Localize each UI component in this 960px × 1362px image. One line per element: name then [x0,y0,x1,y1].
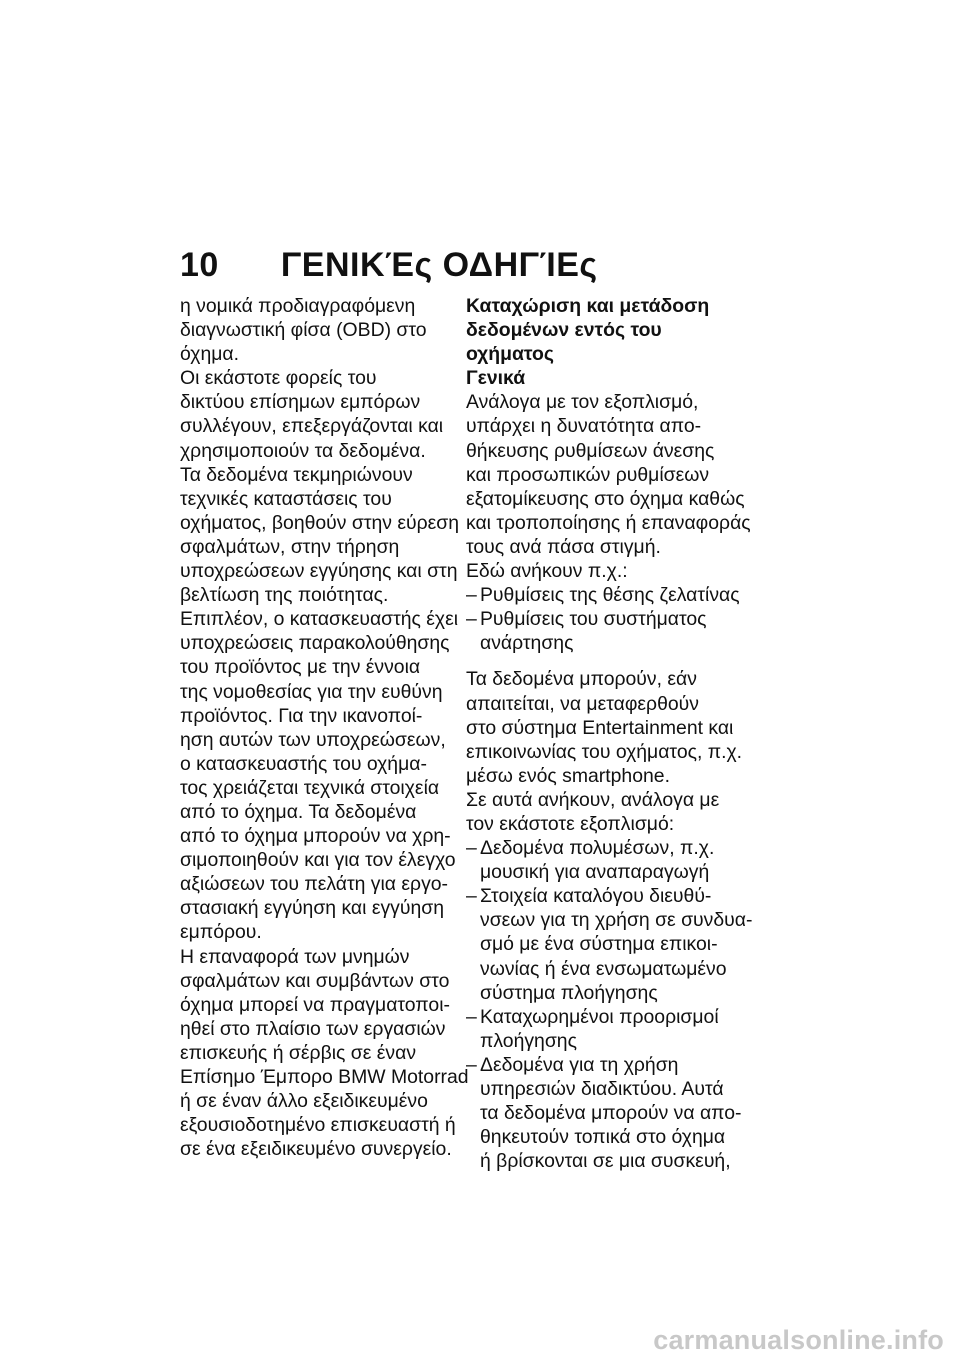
text-line: υποχρεώσεις παρακολούθησης [180,632,450,655]
text-line: εξατομίκευσης στο όχημα καθώς [466,487,745,510]
list-item [466,1053,746,1077]
intro-paragraph [466,390,751,583]
dash-bullet: – [466,584,477,607]
section-subheading: Γενικά [466,367,526,390]
text-line: από το όχημα. Τα δεδομένα [180,800,417,823]
text-line: επικοινωνίας του οχήματος, π.χ. [466,740,743,763]
text-line: αξιώσεων του πελάτη για εργο- [180,873,449,896]
dash-bullet: – [466,1053,477,1076]
list-item [466,981,746,1005]
text-line: και προσωπικών ρυθμίσεων [466,463,710,486]
text-line: απαιτείται, να μεταφερθούν [466,692,699,715]
text-line: στο σύστημα Entertainment και [466,716,734,739]
text-line: Τα δεδομένα μπορούν, εάν [466,668,697,691]
list-item-text: τα δεδομένα μπορούν να απο- [480,1102,742,1125]
heading-line: οχήματος [466,343,554,366]
list-item-text: σύστημα πλοήγησης [480,981,658,1004]
text-line: υπάρχει η δυνατότητα απο- [466,415,702,438]
heading-line: δεδομένων εντός του [466,319,662,342]
text-line: βελτίωση της ποιότητας. [180,584,389,607]
list-item-text: πλοήγησης [480,1029,577,1052]
text-line: Επιπλέον, ο κατασκευαστής έχει [180,608,459,631]
text-line: σφαλμάτων, στην τήρηση [180,535,400,558]
text-line: χρησιμοποιούν τα δεδομένα. [180,439,426,462]
heading-line: Καταχώριση και μετάδοση [466,295,710,317]
dash-bullet [466,981,480,1005]
list-item [466,1029,746,1053]
list-item [466,860,746,884]
settings-list [466,583,746,655]
dash-bullet [466,860,480,884]
data-list [466,836,753,1173]
text-line: Τα δεδομένα τεκμηριώνουν [180,463,413,486]
text-line: μέσω ενός smartphone. [466,764,670,787]
text-line: και τροποποίησης ή επαναφοράς [466,511,751,534]
text-line: σφαλμάτων και συμβάντων στο [180,969,450,992]
list-item-text: Ρυθμίσεις της θέσης ζελατίνας [480,584,740,607]
text-line: ο κατασκευαστής του οχήμα- [180,752,427,775]
dash-bullet [466,1149,480,1173]
dash-bullet: – [466,885,477,908]
list-item-text: Δεδομένα για τη χρήση [480,1053,679,1076]
text-line: εμπόρου. [180,921,262,944]
dash-bullet [466,1101,480,1125]
chapter-title: ΓΕΝΙΚΈς ΟΔΗΓΊΕς [280,246,598,284]
text-line: οχήματος, βοηθούν στην εύρεση [180,511,460,534]
list-item-text: θηκευτούν τοπικά στο όχημα [480,1126,726,1149]
dash-bullet: – [466,837,477,860]
text-line: εξουσιοδοτημένο επισκευαστή ή [180,1114,456,1137]
dash-bullet [466,932,480,956]
text-line: της νομοθεσίας για την ευθύνη [180,680,443,703]
spacer [466,655,746,667]
dash-bullet [466,957,480,981]
text-line: Οι εκάστοτε φορείς του [180,367,377,390]
list-item [466,583,746,607]
entertainment-paragraph [466,667,746,836]
text-line: συλλέγουν, επεξεργάζονται και [180,415,444,438]
list-item [466,1101,746,1125]
list-item-text: νσεων για τη χρήση σε συνδυα- [480,909,753,932]
list-item [466,836,746,860]
list-item-text: Καταχωρημένοι προορισμοί [480,1005,719,1028]
list-item-text: ή βρίσκονται σε μια συσκευή, [480,1150,731,1173]
text-line: τον εκάστοτε εξοπλισμό: [466,812,675,835]
text-line: δικτύου επίσημων εμπόρων [180,391,421,414]
dash-bullet [466,1029,480,1053]
list-item [466,1149,746,1173]
text-line: Η επαναφορά των μνημών [180,945,410,968]
left-column [180,294,469,1161]
list-item [466,1077,746,1101]
list-item [466,631,746,655]
dash-bullet [466,631,480,655]
list-item-text: ανάρτησης [480,632,574,655]
list-item-text: Ρυθμίσεις του συστήματος [480,608,707,631]
list-item-text: σμό με ένα σύστημα επικοι- [480,933,718,956]
text-line: από το όχημα μπορούν να χρη- [180,825,451,848]
text-line: τεχνικές καταστάσεις του [180,487,392,510]
text-line: η νομικά προδιαγραφόμενη [180,295,416,317]
chapter-header [180,246,598,285]
text-line: Επίσημο Έμπορο BMW Motorrad [180,1066,469,1088]
text-line: όχημα. [180,343,239,366]
list-item-text: Στοιχεία καταλόγου διευθύ- [480,885,712,908]
text-line: υποχρεώσεων εγγύησης και στη [180,560,458,583]
list-item-text: Δεδομένα πολυμέσων, π.χ. [480,837,715,860]
dash-bullet: – [466,608,477,631]
list-item [466,1125,746,1149]
dash-bullet [466,1077,480,1101]
list-item [466,908,753,932]
text-line: σε ένα εξειδικευμένο συνεργείο. [180,1138,452,1161]
text-line: ηθεί στο πλαίσιο των εργασιών [180,1017,446,1040]
list-item [466,1005,746,1029]
dash-bullet [466,1125,480,1149]
text-line: διαγνωστική φίσα (OBD) στο [180,319,427,342]
list-item-text: μουσική για αναπαραγωγή [480,861,710,884]
text-line: τους ανά πάσα στιγμή. [466,535,661,558]
text-line: προϊόντος. Για την ικανοποί- [180,704,423,727]
text-line: επισκευής ή σέρβις σε έναν [180,1041,417,1064]
chapter-number: 10 [180,246,219,284]
text-line: Ανάλογα με τον εξοπλισμό, [466,391,699,414]
text-line: ηση αυτών των υποχρεώσεων, [180,728,446,751]
right-column [466,294,753,1173]
text-line: ή σε έναν άλλο εξειδικευμένο [180,1090,428,1113]
list-item-text: νωνίας ή ένα ενσωματωμένο [480,957,727,980]
list-item [466,932,746,956]
dash-bullet [466,908,480,932]
list-item [466,607,746,631]
text-line: Εδώ ανήκουν π.χ.: [466,560,628,583]
text-line: τος χρειάζεται τεχνικά στοιχεία [180,776,440,799]
text-line: θήκευσης ρυθμίσεων άνεσης [466,439,715,462]
text-line: στασιακή εγγύηση και εγγύηση [180,897,445,920]
text-line: του προϊόντος με την έννοια [180,656,421,679]
watermark: carmanualsonline.info [653,1325,944,1355]
text-line: όχημα μπορεί να πραγματοποι- [180,993,450,1016]
list-item [466,957,746,981]
text-line: σιμοποιηθούν και για τον έλεγχο [180,849,456,872]
list-item-text: υπηρεσιών διαδικτύου. Αυτά [480,1078,724,1100]
text-line: Σε αυτά ανήκουν, ανάλογα με [466,788,720,811]
list-item [466,884,746,908]
section-heading [466,294,746,366]
dash-bullet: – [466,1005,477,1028]
